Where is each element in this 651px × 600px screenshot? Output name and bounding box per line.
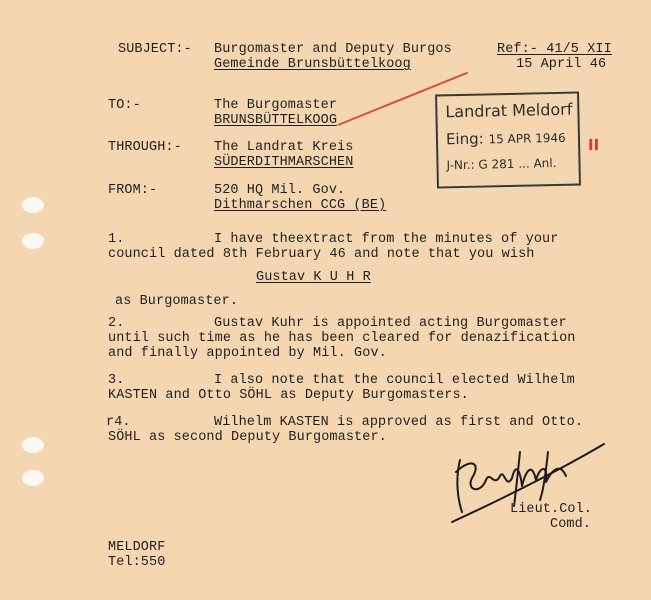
paragraph-1-line-2: council dated 8th February 46 and note that you wish bbox=[108, 247, 535, 262]
from-line-2: Dithmarschen CCG (BE) bbox=[214, 198, 387, 213]
paragraph-4-line-1: Wilhelm KASTEN is approved as first and Otto. bbox=[214, 415, 584, 430]
subject-label: SUBJECT:- bbox=[118, 42, 192, 57]
red-roman-numeral: II bbox=[588, 136, 600, 154]
paragraph-2-line-2: until such time as he has been cleared for denazification bbox=[108, 331, 576, 346]
paragraph-1-number: 1. bbox=[108, 232, 125, 247]
footer-telephone: Tel:550 bbox=[108, 555, 166, 570]
from-label: FROM:- bbox=[108, 183, 158, 198]
through-line-2: SÜDERDITHMARSCHEN bbox=[214, 155, 354, 170]
as-burgomaster-line: as Burgomaster. bbox=[115, 294, 239, 309]
subject-line-1: Burgomaster and Deputy Burgos bbox=[214, 42, 452, 57]
paragraph-3-number: 3. bbox=[108, 373, 125, 388]
to-line-2: BRUNSBÜTTELKOOG bbox=[214, 113, 338, 128]
stamp-received-date: 15 APR 1946 bbox=[488, 130, 566, 147]
to-label: TO:- bbox=[108, 98, 141, 113]
footer-place: MELDORF bbox=[108, 540, 166, 555]
paragraph-2-line-1: Gustav Kuhr is appointed acting Burgomaster bbox=[214, 316, 567, 331]
signatory-role: Comd. bbox=[550, 517, 592, 532]
subject-line-2: Gemeinde Brunsbüttelkoog bbox=[214, 57, 411, 72]
paragraph-4-line-2: SÖHL as second Deputy Burgomaster. bbox=[108, 430, 387, 445]
paragraph-2-line-3: and finally appointed by Mil. Gov. bbox=[108, 346, 387, 361]
through-label: THROUGH:- bbox=[108, 140, 182, 155]
from-line-1: 520 HQ Mil. Gov. bbox=[214, 183, 346, 198]
stamp-received-label: Eing: bbox=[445, 129, 484, 149]
paragraph-2-number: 2. bbox=[108, 316, 125, 331]
stamp-journal-number: J-Nr.: G 281 ... Anl. bbox=[446, 155, 557, 173]
signatory-rank: Lieut.Col. bbox=[510, 502, 593, 517]
paragraph-1-line-1: I have theextract from the minutes of your bbox=[214, 232, 559, 247]
paragraph-3-line-1: I also note that the council elected Wilhelm bbox=[214, 373, 575, 388]
letter-date: 15 April 46 bbox=[516, 57, 607, 72]
appointee-name: Gustav K U H R bbox=[256, 270, 371, 285]
paragraph-4-number: r4. bbox=[106, 415, 131, 430]
reference-number: Ref:- 41/5 XII bbox=[497, 42, 612, 57]
to-line-1: The Burgomaster bbox=[214, 98, 338, 113]
paragraph-3-line-2: KASTEN and Otto SÖHL as Deputy Burgomasters. bbox=[108, 388, 469, 403]
through-line-1: The Landrat Kreis bbox=[214, 140, 354, 155]
stamp-office: Landrat Meldorf bbox=[445, 99, 573, 122]
